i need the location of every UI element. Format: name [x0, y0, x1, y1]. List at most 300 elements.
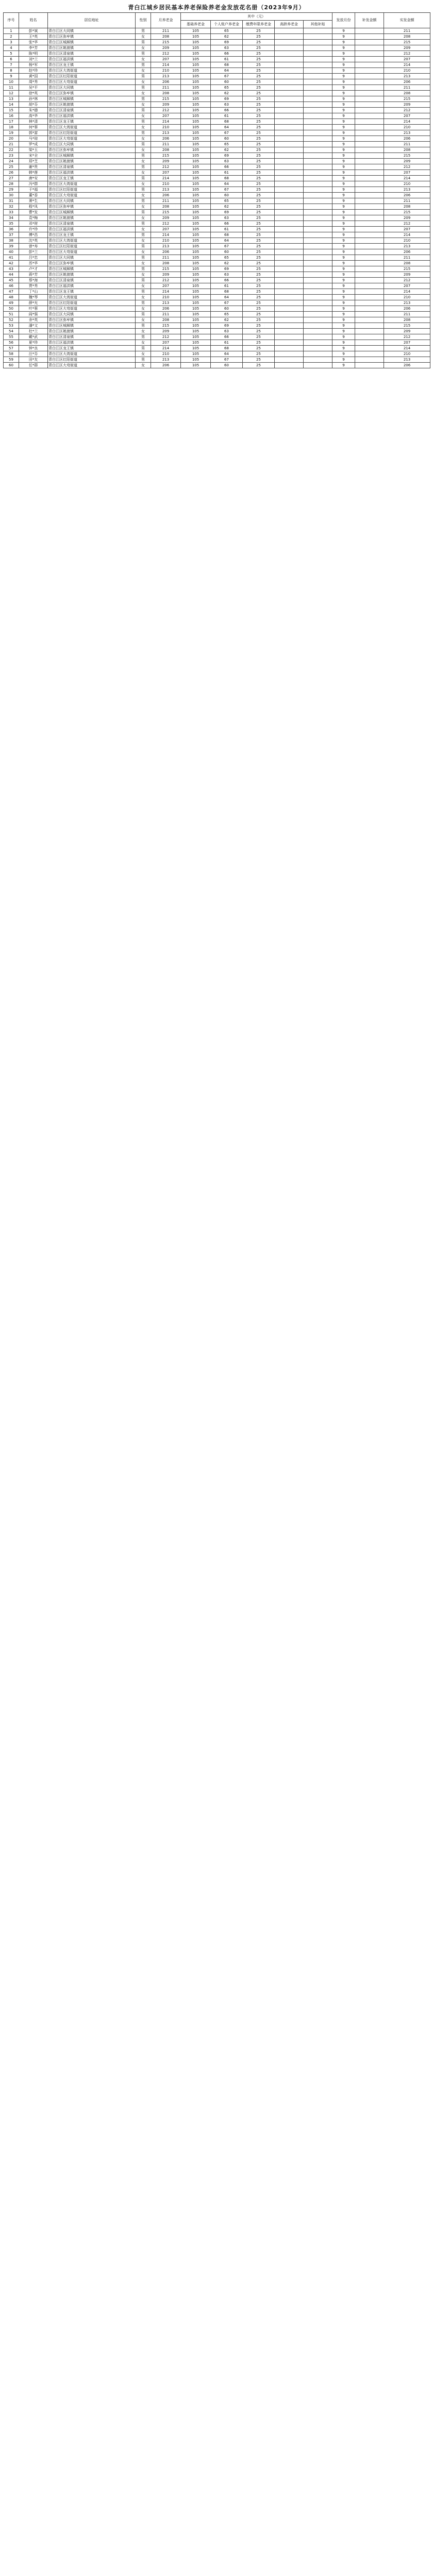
cell-gender: 女 [136, 351, 151, 357]
cell-elderly [275, 164, 304, 170]
cell-gender: 女 [136, 283, 151, 289]
cell-seq: 6 [4, 57, 19, 62]
cell-address: 青白江区大弯街道 [48, 136, 136, 142]
cell-personal: 62 [211, 147, 243, 153]
cell-address: 青白江区姚渡镇 [48, 329, 136, 334]
cell-seq: 16 [4, 113, 19, 119]
cell-other [304, 363, 332, 368]
cell-total: 209 [151, 45, 181, 51]
cell-name: 孙*林 [19, 96, 48, 102]
cell-years: 25 [243, 357, 275, 363]
cell-personal: 62 [211, 317, 243, 323]
cell-seq: 11 [4, 85, 19, 91]
cell-month: 9 [332, 91, 355, 96]
cell-seq: 4 [4, 45, 19, 51]
cell-final: 213 [384, 244, 430, 249]
cell-years: 25 [243, 28, 275, 34]
cell-backpay [355, 329, 384, 334]
cell-final: 206 [384, 136, 430, 142]
cell-gender: 男 [136, 278, 151, 283]
cell-years: 25 [243, 244, 275, 249]
cell-final: 210 [384, 68, 430, 74]
cell-basic: 105 [181, 210, 211, 215]
cell-backpay [355, 312, 384, 317]
cell-other [304, 295, 332, 300]
cell-basic: 105 [181, 28, 211, 34]
cell-years: 25 [243, 130, 275, 136]
cell-personal: 65 [211, 142, 243, 147]
table-row [4, 221, 430, 227]
cell-years: 25 [243, 232, 275, 238]
cell-years: 25 [243, 306, 275, 312]
cell-years: 25 [243, 272, 275, 278]
cell-other [304, 40, 332, 45]
cell-backpay [355, 278, 384, 283]
cell-years: 25 [243, 119, 275, 125]
cell-name: 汪*芬 [19, 351, 48, 357]
cell-basic: 105 [181, 300, 211, 306]
cell-personal: 61 [211, 340, 243, 346]
cell-month: 9 [332, 198, 355, 204]
cell-basic: 105 [181, 334, 211, 340]
cell-address: 青白江区姚渡镇 [48, 272, 136, 278]
cell-personal: 61 [211, 283, 243, 289]
cell-years: 25 [243, 261, 275, 266]
cell-years: 25 [243, 187, 275, 193]
cell-years: 25 [243, 142, 275, 147]
cell-backpay [355, 363, 384, 368]
cell-total: 209 [151, 159, 181, 164]
table-row [4, 312, 430, 317]
cell-other [304, 221, 332, 227]
cell-address: 青白江区大弯街道 [48, 306, 136, 312]
cell-final: 212 [384, 278, 430, 283]
table-row [4, 238, 430, 244]
cell-gender: 女 [136, 329, 151, 334]
cell-years: 25 [243, 323, 275, 329]
cell-total: 206 [151, 363, 181, 368]
cell-name: 邓*财 [19, 221, 48, 227]
cell-name: 张*华 [19, 40, 48, 45]
cell-personal: 65 [211, 255, 243, 261]
cell-backpay [355, 142, 384, 147]
cell-month: 9 [332, 34, 355, 40]
table-row [4, 164, 430, 170]
cell-elderly [275, 346, 304, 351]
cell-elderly [275, 210, 304, 215]
cell-other [304, 34, 332, 40]
cell-seq: 59 [4, 357, 19, 363]
cell-backpay [355, 261, 384, 266]
cell-seq: 53 [4, 323, 19, 329]
cell-month: 9 [332, 312, 355, 317]
cell-other [304, 283, 332, 289]
cell-gender: 男 [136, 244, 151, 249]
cell-personal: 62 [211, 261, 243, 266]
cell-month: 9 [332, 221, 355, 227]
cell-years: 25 [243, 266, 275, 272]
cell-basic: 105 [181, 329, 211, 334]
cell-total: 213 [151, 130, 181, 136]
cell-elderly [275, 363, 304, 368]
cell-years: 25 [243, 181, 275, 187]
table-row [4, 187, 430, 193]
cell-name: 袁*梅 [19, 215, 48, 221]
cell-name: 程*凤 [19, 204, 48, 210]
cell-address: 青白江区大弯街道 [48, 79, 136, 85]
cell-other [304, 96, 332, 102]
cell-total: 215 [151, 40, 181, 45]
cell-years: 25 [243, 147, 275, 153]
cell-years: 25 [243, 164, 275, 170]
cell-elderly [275, 96, 304, 102]
cell-gender: 男 [136, 85, 151, 91]
cell-name: 刘*兰 [19, 57, 48, 62]
cell-final: 209 [384, 329, 430, 334]
table-body [4, 28, 430, 368]
cell-basic: 105 [181, 215, 211, 221]
cell-basic: 105 [181, 96, 211, 102]
cell-personal: 63 [211, 272, 243, 278]
cell-years: 25 [243, 329, 275, 334]
cell-name: 梁*玉 [19, 147, 48, 153]
table-row [4, 85, 430, 91]
cell-elderly [275, 130, 304, 136]
cell-address: 青白江区红阳街道 [48, 244, 136, 249]
cell-basic: 105 [181, 306, 211, 312]
cell-other [304, 317, 332, 323]
cell-basic: 105 [181, 159, 211, 164]
cell-elderly [275, 159, 304, 164]
cell-final: 206 [384, 249, 430, 255]
header-elderly: 高龄养老金 [275, 21, 304, 28]
cell-total: 212 [151, 278, 181, 283]
table-row [4, 306, 430, 312]
table-row [4, 198, 430, 204]
cell-gender: 女 [136, 34, 151, 40]
cell-personal: 62 [211, 34, 243, 40]
cell-basic: 105 [181, 317, 211, 323]
cell-total: 206 [151, 249, 181, 255]
cell-backpay [355, 159, 384, 164]
cell-other [304, 346, 332, 351]
cell-backpay [355, 351, 384, 357]
cell-basic: 105 [181, 125, 211, 130]
cell-final: 209 [384, 45, 430, 51]
cell-name: 唐*安 [19, 176, 48, 181]
cell-name: 杜*兰 [19, 329, 48, 334]
cell-other [304, 340, 332, 346]
cell-address: 青白江区清泉镇 [48, 334, 136, 340]
cell-elderly [275, 215, 304, 221]
cell-total: 213 [151, 74, 181, 79]
cell-personal: 60 [211, 79, 243, 85]
cell-basic: 105 [181, 340, 211, 346]
cell-gender: 男 [136, 187, 151, 193]
cell-total: 215 [151, 210, 181, 215]
cell-name: 钟*良 [19, 346, 48, 351]
cell-seq: 40 [4, 249, 19, 255]
cell-final: 207 [384, 340, 430, 346]
cell-seq: 23 [4, 153, 19, 159]
cell-seq: 49 [4, 300, 19, 306]
cell-other [304, 232, 332, 238]
cell-gender: 女 [136, 45, 151, 51]
cell-final: 210 [384, 181, 430, 187]
cell-address: 青白江区大同镇 [48, 142, 136, 147]
cell-seq: 12 [4, 91, 19, 96]
cell-other [304, 255, 332, 261]
cell-name: 于*福 [19, 187, 48, 193]
cell-address: 青白江区龙王镇 [48, 289, 136, 295]
cell-seq: 10 [4, 79, 19, 85]
table-row [4, 249, 430, 255]
cell-other [304, 334, 332, 340]
cell-basic: 105 [181, 62, 211, 68]
table-row [4, 170, 430, 176]
cell-elderly [275, 227, 304, 232]
cell-other [304, 272, 332, 278]
cell-elderly [275, 340, 304, 346]
cell-final: 213 [384, 130, 430, 136]
cell-personal: 66 [211, 164, 243, 170]
cell-total: 213 [151, 187, 181, 193]
cell-total: 215 [151, 266, 181, 272]
cell-personal: 69 [211, 210, 243, 215]
cell-backpay [355, 227, 384, 232]
cell-final: 212 [384, 51, 430, 57]
cell-backpay [355, 187, 384, 193]
cell-seq: 3 [4, 40, 19, 45]
cell-basic: 105 [181, 57, 211, 62]
cell-final: 212 [384, 334, 430, 340]
cell-address: 青白江区清泉镇 [48, 108, 136, 113]
cell-personal: 64 [211, 295, 243, 300]
cell-final: 212 [384, 108, 430, 113]
cell-backpay [355, 334, 384, 340]
table-row [4, 357, 430, 363]
cell-total: 208 [151, 91, 181, 96]
cell-month: 9 [332, 170, 355, 176]
cell-name: 吴*平 [19, 85, 48, 91]
cell-personal: 64 [211, 181, 243, 187]
cell-elderly [275, 221, 304, 227]
cell-other [304, 187, 332, 193]
cell-total: 209 [151, 102, 181, 108]
cell-seq: 55 [4, 334, 19, 340]
cell-personal: 63 [211, 102, 243, 108]
cell-total: 207 [151, 227, 181, 232]
cell-personal: 60 [211, 363, 243, 368]
cell-elderly [275, 170, 304, 176]
cell-month: 9 [332, 215, 355, 221]
cell-gender: 男 [136, 323, 151, 329]
cell-elderly [275, 198, 304, 204]
cell-backpay [355, 68, 384, 74]
cell-years: 25 [243, 312, 275, 317]
cell-backpay [355, 272, 384, 278]
cell-basic: 105 [181, 289, 211, 295]
cell-basic: 105 [181, 85, 211, 91]
table-row [4, 204, 430, 210]
cell-total: 213 [151, 357, 181, 363]
cell-name: 林*清 [19, 119, 48, 125]
cell-years: 25 [243, 136, 275, 142]
cell-basic: 105 [181, 68, 211, 74]
cell-years: 25 [243, 363, 275, 368]
cell-month: 9 [332, 363, 355, 368]
cell-backpay [355, 193, 384, 198]
cell-gender: 女 [136, 306, 151, 312]
cell-basic: 105 [181, 193, 211, 198]
cell-address: 青白江区姚渡镇 [48, 159, 136, 164]
cell-seq: 44 [4, 272, 19, 278]
cell-personal: 69 [211, 153, 243, 159]
cell-years: 25 [243, 289, 275, 295]
cell-other [304, 329, 332, 334]
pension-roster-table [3, 12, 430, 368]
cell-personal: 64 [211, 125, 243, 130]
cell-address: 青白江区大同镇 [48, 255, 136, 261]
table-row [4, 323, 430, 329]
cell-final: 208 [384, 261, 430, 266]
cell-backpay [355, 130, 384, 136]
cell-backpay [355, 181, 384, 187]
cell-elderly [275, 57, 304, 62]
table-row [4, 51, 430, 57]
table-row [4, 113, 430, 119]
cell-gender: 男 [136, 74, 151, 79]
cell-gender: 女 [136, 227, 151, 232]
cell-years: 25 [243, 68, 275, 74]
cell-years: 25 [243, 340, 275, 346]
cell-total: 208 [151, 204, 181, 210]
cell-month: 9 [332, 334, 355, 340]
cell-basic: 105 [181, 346, 211, 351]
table-row [4, 153, 430, 159]
cell-final: 215 [384, 40, 430, 45]
cell-address: 青白江区大同镇 [48, 198, 136, 204]
cell-basic: 105 [181, 283, 211, 289]
cell-personal: 66 [211, 334, 243, 340]
cell-other [304, 136, 332, 142]
cell-seq: 18 [4, 125, 19, 130]
cell-years: 25 [243, 295, 275, 300]
cell-personal: 68 [211, 232, 243, 238]
cell-seq: 46 [4, 283, 19, 289]
cell-other [304, 289, 332, 295]
cell-address: 青白江区城厢镇 [48, 323, 136, 329]
cell-elderly [275, 249, 304, 255]
cell-seq: 43 [4, 266, 19, 272]
cell-total: 214 [151, 62, 181, 68]
header-group: 其中（元） [181, 13, 332, 21]
cell-gender: 女 [136, 159, 151, 164]
cell-seq: 29 [4, 187, 19, 193]
cell-address: 青白江区城厢镇 [48, 96, 136, 102]
cell-other [304, 79, 332, 85]
cell-elderly [275, 181, 304, 187]
cell-backpay [355, 198, 384, 204]
cell-basic: 105 [181, 40, 211, 45]
cell-elderly [275, 193, 304, 198]
cell-backpay [355, 125, 384, 130]
cell-final: 213 [384, 74, 430, 79]
cell-basic: 105 [181, 187, 211, 193]
cell-address: 青白江区龙王镇 [48, 346, 136, 351]
cell-total: 207 [151, 170, 181, 176]
header-years: 缴费年限养老金 [243, 21, 275, 28]
cell-address: 青白江区姚渡镇 [48, 102, 136, 108]
cell-backpay [355, 221, 384, 227]
cell-month: 9 [332, 176, 355, 181]
header-gender: 性别 [136, 13, 151, 28]
cell-final: 211 [384, 85, 430, 91]
cell-total: 210 [151, 351, 181, 357]
cell-total: 207 [151, 340, 181, 346]
cell-other [304, 198, 332, 204]
cell-backpay [355, 357, 384, 363]
cell-month: 9 [332, 68, 355, 74]
cell-elderly [275, 283, 304, 289]
cell-gender: 女 [136, 193, 151, 198]
cell-name: 贾*秀 [19, 283, 48, 289]
cell-total: 211 [151, 85, 181, 91]
cell-final: 210 [384, 125, 430, 130]
table-row [4, 334, 430, 340]
cell-other [304, 74, 332, 79]
cell-personal: 62 [211, 204, 243, 210]
cell-final: 213 [384, 357, 430, 363]
table-row [4, 227, 430, 232]
cell-personal: 62 [211, 91, 243, 96]
cell-month: 9 [332, 351, 355, 357]
cell-years: 25 [243, 334, 275, 340]
cell-gender: 女 [136, 57, 151, 62]
cell-basic: 105 [181, 278, 211, 283]
cell-month: 9 [332, 187, 355, 193]
cell-other [304, 204, 332, 210]
cell-month: 9 [332, 232, 355, 238]
cell-final: 210 [384, 238, 430, 244]
cell-final: 214 [384, 346, 430, 351]
cell-basic: 105 [181, 238, 211, 244]
cell-name: 曾*寿 [19, 244, 48, 249]
cell-personal: 60 [211, 193, 243, 198]
cell-years: 25 [243, 300, 275, 306]
cell-other [304, 108, 332, 113]
cell-address: 青白江区城厢镇 [48, 210, 136, 215]
cell-gender: 男 [136, 312, 151, 317]
cell-elderly [275, 357, 304, 363]
cell-address: 青白江区福洪镇 [48, 57, 136, 62]
cell-other [304, 323, 332, 329]
cell-address: 青白江区大湾街道 [48, 181, 136, 187]
cell-personal: 64 [211, 238, 243, 244]
cell-elderly [275, 351, 304, 357]
cell-personal: 69 [211, 266, 243, 272]
cell-personal: 69 [211, 40, 243, 45]
table-row [4, 244, 430, 249]
cell-basic: 105 [181, 232, 211, 238]
cell-other [304, 113, 332, 119]
cell-backpay [355, 340, 384, 346]
cell-elderly [275, 74, 304, 79]
cell-gender: 男 [136, 62, 151, 68]
cell-name: 罗*成 [19, 142, 48, 147]
cell-elderly [275, 125, 304, 130]
cell-backpay [355, 119, 384, 125]
